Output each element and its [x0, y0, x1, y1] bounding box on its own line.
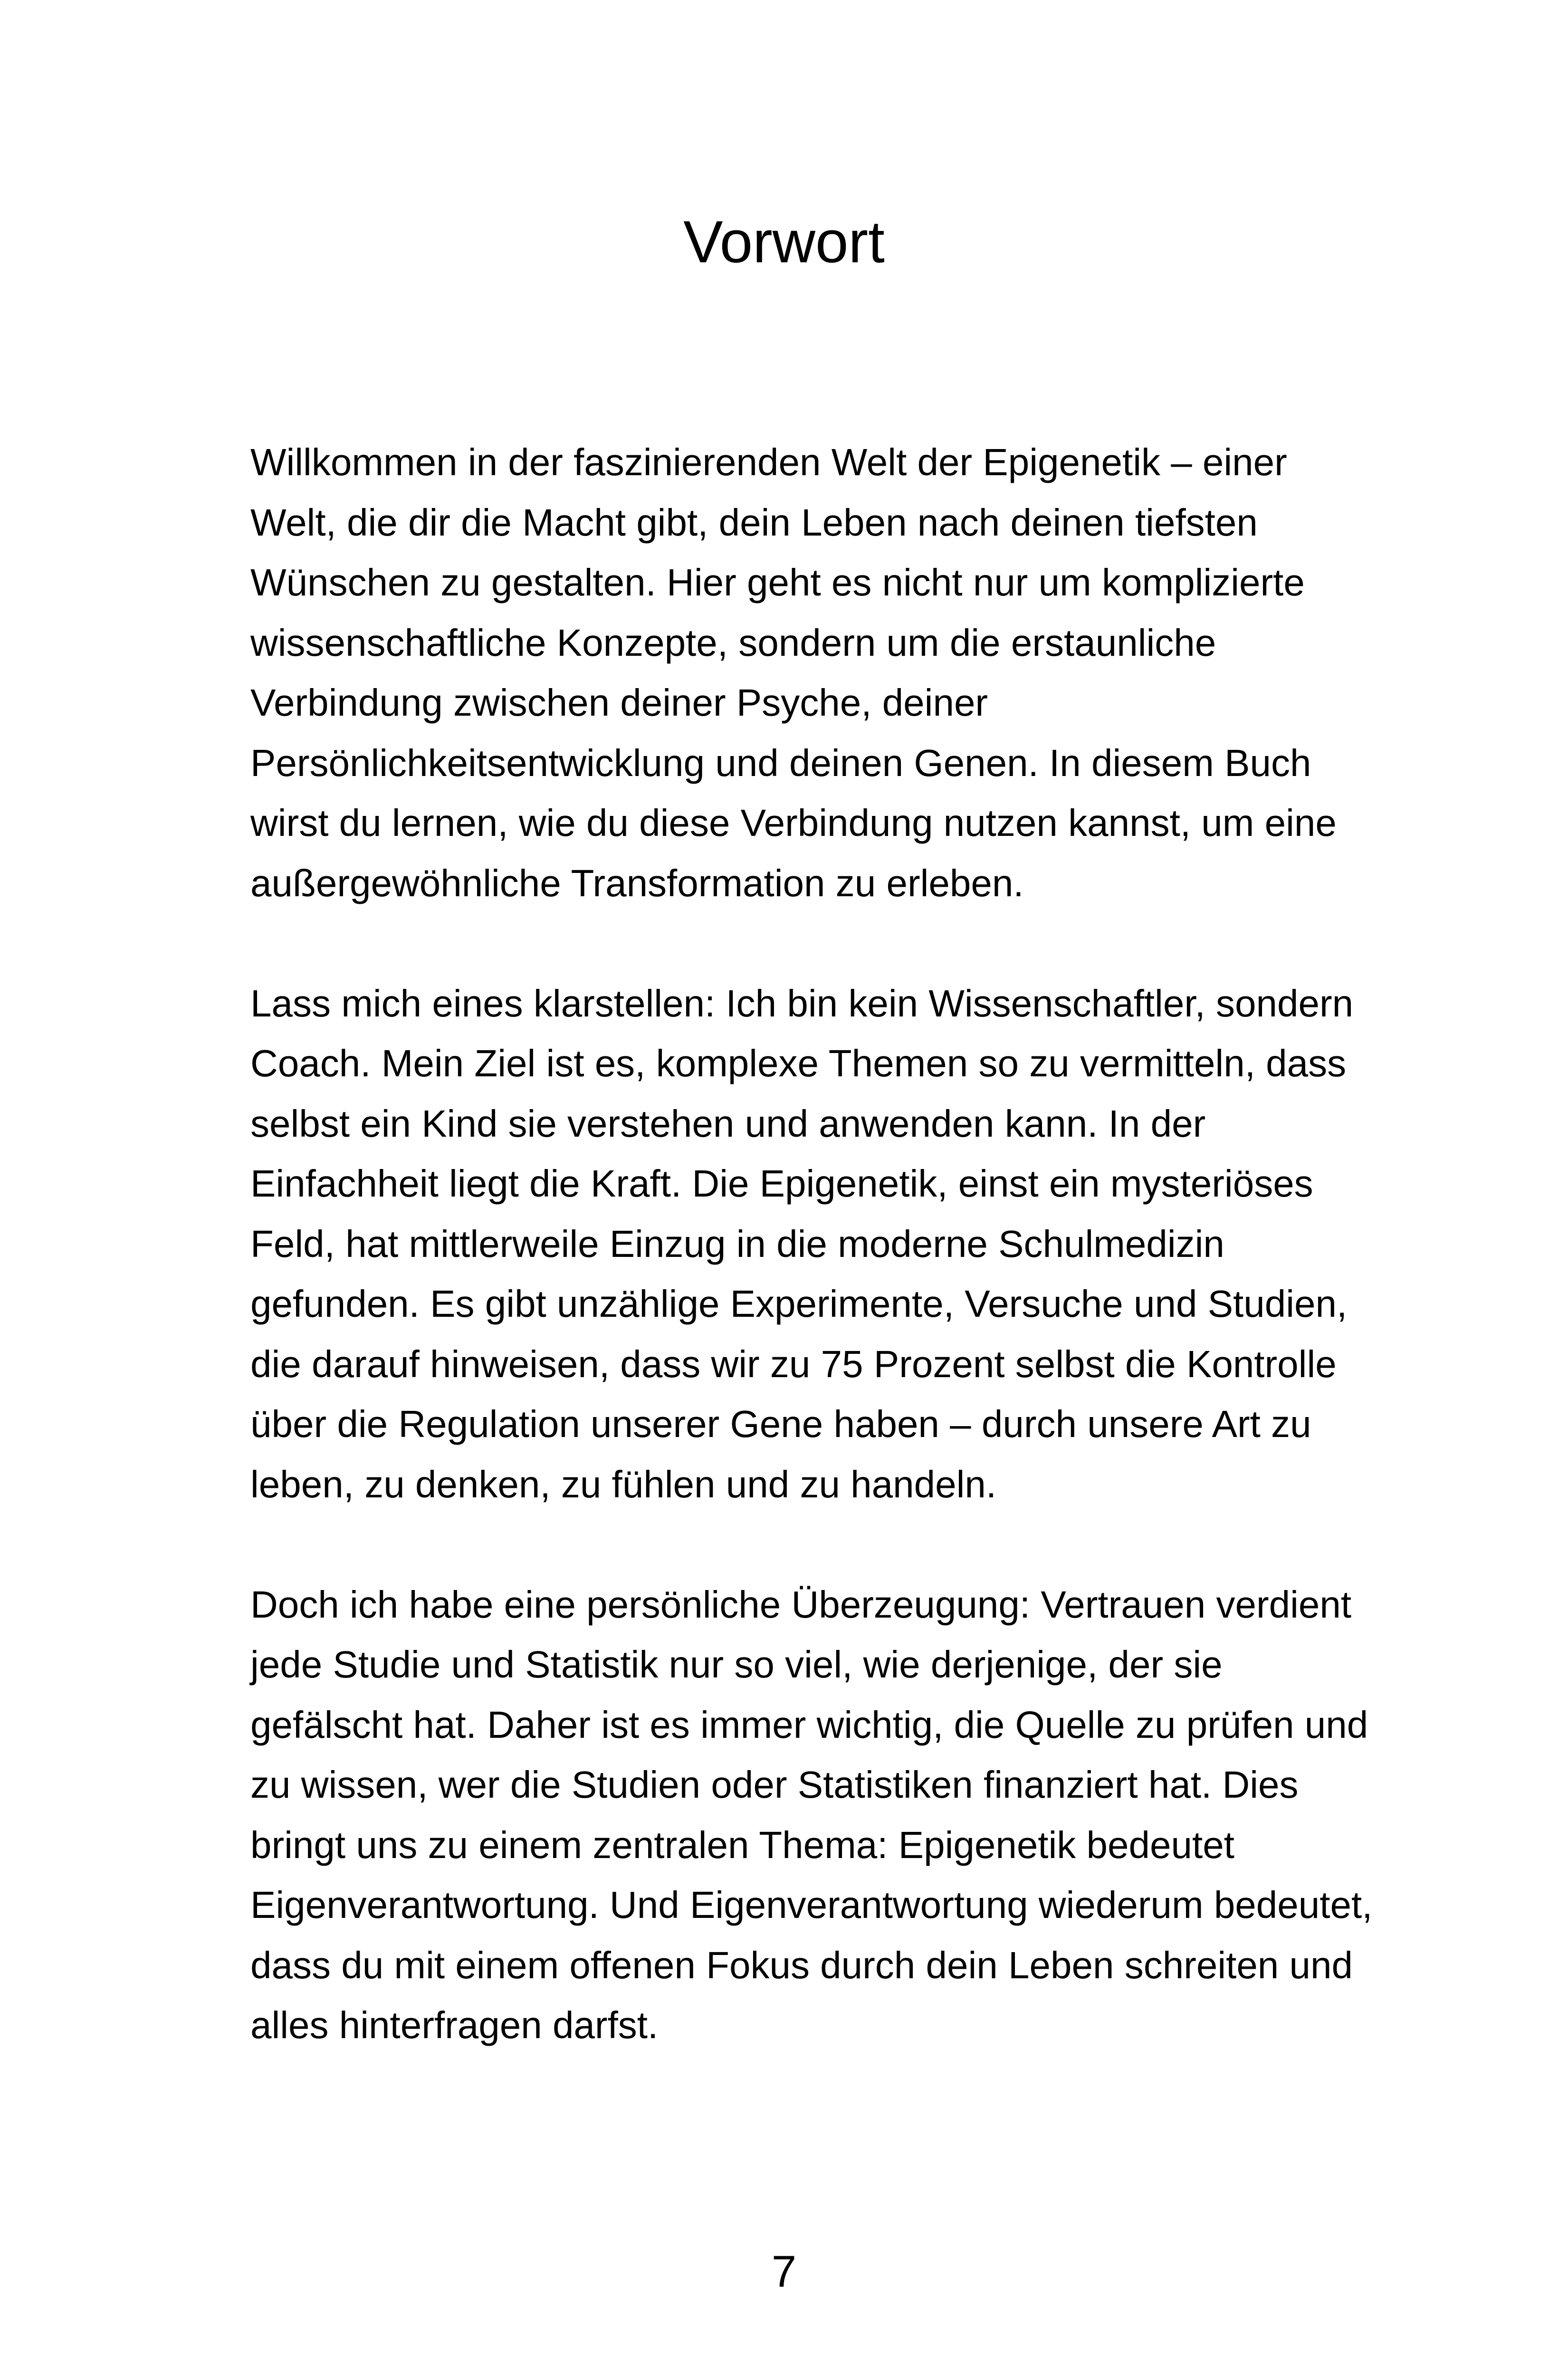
text-line: Lass mich eines klarstellen: Ich bin kein Wissenschaftler, sondern [250, 982, 1354, 1025]
text-line: Coach. Mein Ziel ist es, komplexe Themen so zu vermitteln, dass [250, 1042, 1347, 1084]
text-line: außergewöhnliche Transformation zu erleben. [250, 862, 1024, 904]
text-line: gefunden. Es gibt unzählige Experimente, Versuche und Studien, [250, 1283, 1348, 1325]
text-line: über die Regulation unserer Gene haben – durch unsere Art zu [250, 1403, 1311, 1445]
text-line: wissenschaftliche Konzepte, sondern um die erstaunliche [250, 621, 1216, 664]
text-line: Willkommen in der faszinierenden Welt der Epigenetik – einer [250, 441, 1287, 483]
body-text [250, 432, 1429, 2056]
paragraph-1 [250, 432, 1429, 913]
text-line: alles hinterfragen darfst. [250, 2004, 659, 2046]
text-line: leben, zu denken, zu fühlen und zu handeln. [250, 1463, 997, 1505]
paragraph-2 [250, 974, 1429, 1515]
text-line: Eigenverantwortung. Und Eigenverantwortung wiederum bedeutet, [250, 1884, 1373, 1926]
text-line: jede Studie und Statistik nur so viel, wie derjenige, der sie [250, 1643, 1223, 1686]
page-number: 7 [771, 2246, 797, 2296]
text-line: zu wissen, wer die Studien oder Statistiken finanziert hat. Dies [250, 1763, 1299, 1806]
text-line: dass du mit einem offenen Fokus durch dein Leben schreiten und [250, 1944, 1353, 1986]
text-line: Doch ich habe eine persönliche Überzeugung: Vertrauen verdient [250, 1583, 1352, 1626]
text-line: Wünschen zu gestalten. Hier geht es nicht nur um komplizierte [250, 561, 1305, 604]
paragraph-3 [250, 1575, 1429, 2056]
text-line: wirst du lernen, wie du diese Verbindung nutzen kannst, um eine [250, 802, 1337, 844]
text-line: selbst ein Kind sie verstehen und anwenden kann. In der [250, 1102, 1206, 1145]
text-line: Verbindung zwischen deiner Psyche, deiner [250, 681, 988, 724]
text-line: Welt, die dir die Macht gibt, dein Leben nach deinen tiefsten [250, 501, 1258, 544]
text-line: Persönlichkeitsentwicklung und deinen Genen. In diesem Buch [250, 741, 1311, 784]
text-line: Einfachheit liegt die Kraft. Die Epigenetik, einst ein mysteriöses [250, 1162, 1313, 1205]
text-line: Feld, hat mittlerweile Einzug in die moderne Schulmedizin [250, 1222, 1224, 1265]
text-line: die darauf hinweisen, dass wir zu 75 Prozent selbst die Kontrolle [250, 1342, 1337, 1385]
page-title: Vorwort [683, 209, 885, 275]
text-line: gefälscht hat. Daher ist es immer wichtig, die Quelle zu prüfen und [250, 1703, 1368, 1746]
text-line: bringt uns zu einem zentralen Thema: Epigenetik bedeutet [250, 1823, 1234, 1866]
